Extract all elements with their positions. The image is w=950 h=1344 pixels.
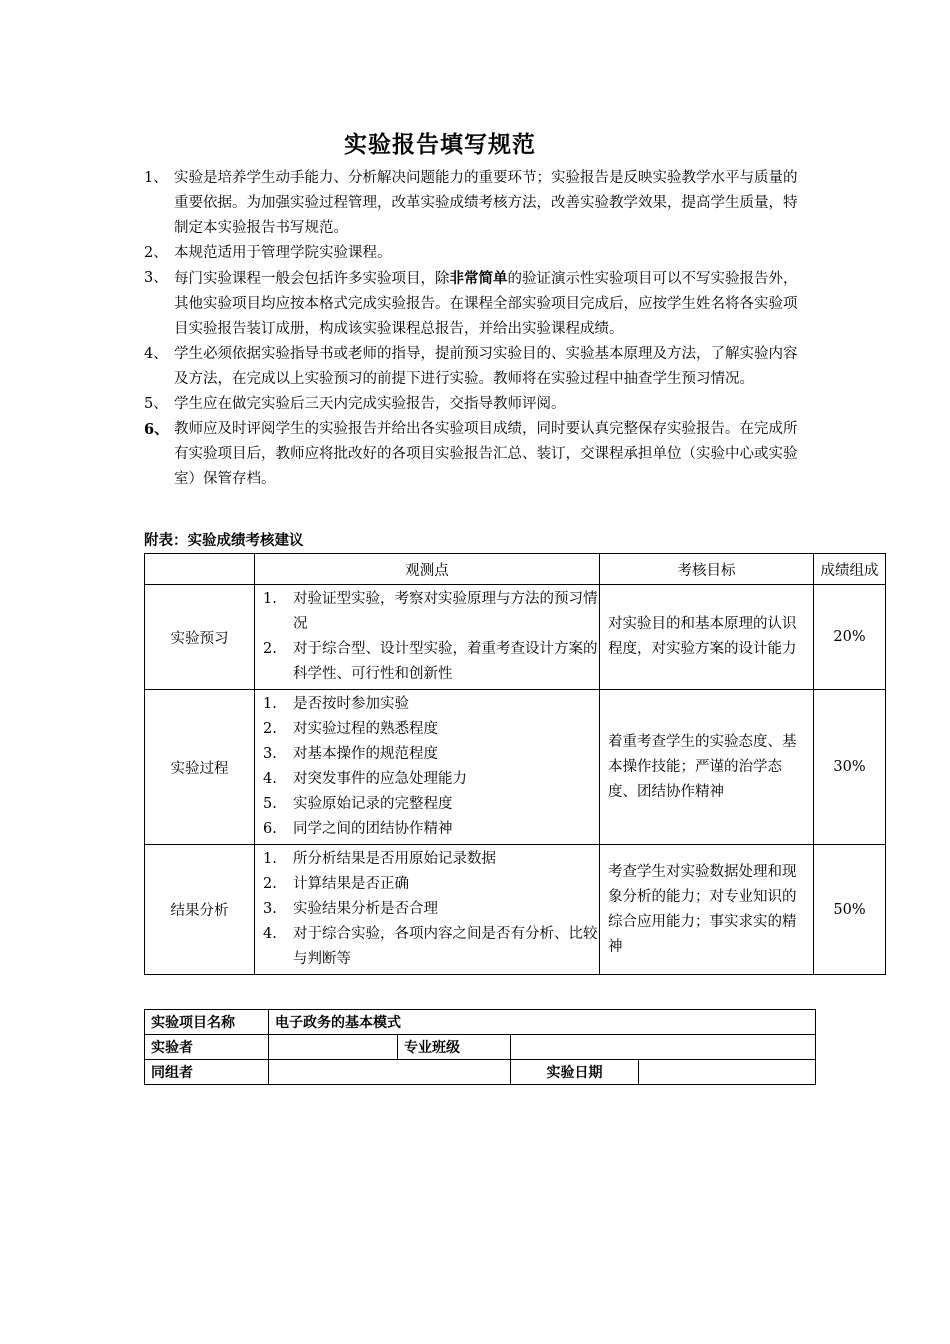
page-title: 实验报告填写规范 [344, 131, 536, 158]
rule-item [144, 266, 804, 342]
rule-number: 5、 [144, 396, 168, 412]
rule-text: 实验是培养学生动手能力、分析解决问题能力的重要环节；实验报告是反映实验教学水平与质量的重要依据。为加强实验过程管理，改革实验成绩考核方法，改善实验教学效果，提高学生质量，特制定本实验报告书写规范。 [174, 170, 798, 236]
item-text: 对于综合实验，各项内容之间是否有分析、比较与判断等 [293, 926, 598, 967]
item-text: 对突发事件的应急处理能力 [293, 771, 467, 787]
points-cell [255, 845, 600, 975]
table-row [145, 690, 886, 845]
class-value [511, 1035, 816, 1060]
list-item [263, 717, 599, 742]
list-item [263, 817, 599, 842]
rule-item [144, 342, 804, 392]
item-number: 2. [263, 876, 277, 892]
item-number: 5. [263, 796, 277, 812]
list-item [263, 897, 599, 922]
goal-text: 考查学生对实验数据处理和现象分析的能力；对专业知识的综合应用能力；事实求实的精神 [608, 863, 797, 955]
date-value [639, 1060, 816, 1085]
rule-text-part: 每门实验课程一般会包括许多实验项目，除 [174, 271, 450, 287]
rule-item [144, 241, 804, 266]
table-header-row [145, 554, 886, 585]
rule-text-emphasis: 非常简单 [449, 270, 508, 287]
item-number: 3. [263, 901, 277, 917]
info-row [145, 1060, 816, 1085]
item-text: 对于综合型、设计型实验，着重考查设计方案的科学性、可行性和创新性 [293, 641, 598, 682]
item-text: 实验原始记录的完整程度 [293, 796, 453, 812]
points-cell [255, 585, 600, 690]
assessment-table [144, 553, 886, 975]
list-item [263, 922, 599, 972]
item-number: 2. [263, 721, 277, 737]
rule-item [144, 392, 804, 417]
item-text: 是否按时参加实验 [293, 696, 409, 712]
item-number: 2. [263, 641, 277, 657]
experimenter-label: 实验者 [145, 1035, 269, 1060]
item-number: 1. [263, 591, 277, 607]
item-number: 6. [263, 821, 277, 837]
weight-cell: 30% [814, 690, 886, 845]
list-item [263, 587, 599, 637]
item-number: 1. [263, 851, 277, 867]
goal-cell [600, 585, 814, 690]
list-item [263, 742, 599, 767]
rule-text: 教师应及时评阅学生的实验报告并给出各实验项目成绩，同时要认真完整保存实验报告。在完成所有实验项目后，教师应将批改好的各项目实验报告汇总、装订，交课程承担单位（实验中心或实验室）保管存档。 [174, 421, 798, 487]
list-item [263, 872, 599, 897]
info-row [145, 1035, 816, 1060]
weight-cell: 50% [814, 845, 886, 975]
list-item [263, 847, 599, 872]
item-text: 同学之间的团结协作精神 [293, 821, 453, 837]
rule-text: 学生应在做完实验后三天内完成实验报告，交指导教师评阅。 [174, 396, 566, 412]
rule-number: 2、 [144, 245, 168, 261]
class-label: 专业班级 [398, 1035, 511, 1060]
appendix-title: 附表：实验成绩考核建议 [144, 533, 304, 549]
group-label: 同组者 [145, 1060, 269, 1085]
info-row [145, 1010, 816, 1035]
header-cell-goal: 考核目标 [600, 554, 814, 585]
project-name-label: 实验项目名称 [145, 1010, 269, 1035]
header-cell-weight: 成绩组成 [814, 554, 886, 585]
list-item [263, 692, 599, 717]
rule-item [144, 417, 804, 492]
rule-text-part: 的验证演示性实验项目可以不写实验报告外，其他实验项目均应按本格式完成实验报告。在课程全部实验项目完成后，应按学生姓名将各实验项目实验报告装订成册，构成该实验课程总报告，并给出实验课程成绩。 [174, 271, 798, 337]
table-row [145, 585, 886, 690]
rule-number: 6、 [144, 421, 169, 438]
goal-cell [600, 845, 814, 975]
weight-cell: 20% [814, 585, 886, 690]
group-value [269, 1060, 511, 1085]
date-label: 实验日期 [511, 1060, 639, 1085]
rule-text: 本规范适用于管理学院实验课程。 [174, 245, 392, 261]
rule-item [144, 166, 804, 241]
goal-cell [600, 690, 814, 845]
item-number: 3. [263, 746, 277, 762]
stage-cell: 结果分析 [145, 845, 255, 975]
list-item [263, 637, 599, 687]
item-text: 对实验过程的熟悉程度 [293, 721, 438, 737]
item-text: 对验证型实验，考察对实验原理与方法的预习情况 [293, 591, 598, 632]
item-number: 1. [263, 696, 277, 712]
item-text: 实验结果分析是否合理 [293, 901, 438, 917]
item-number: 4. [263, 771, 277, 787]
rule-text: 学生必须依据实验指导书或老师的指导，提前预习实验目的、实验基本原理及方法，了解实验内容及方法，在完成以上实验预习的前提下进行实验。教师将在实验过程中抽查学生预习情况。 [174, 346, 798, 387]
table-row [145, 845, 886, 975]
project-info-table [144, 1009, 816, 1085]
rule-text [174, 266, 804, 342]
rule-number: 1、 [144, 170, 168, 186]
header-cell-blank [145, 554, 255, 585]
rule-number: 4、 [144, 346, 168, 362]
item-text: 对基本操作的规范程度 [293, 746, 438, 762]
experimenter-value [269, 1035, 398, 1060]
rules-list [144, 166, 804, 492]
rule-number: 3、 [144, 270, 168, 286]
item-number: 4. [263, 926, 277, 942]
project-name-value: 电子政务的基本模式 [269, 1010, 816, 1035]
points-cell [255, 690, 600, 845]
stage-cell: 实验过程 [145, 690, 255, 845]
item-text: 所分析结果是否用原始记录数据 [293, 851, 496, 867]
stage-cell: 实验预习 [145, 585, 255, 690]
item-text: 计算结果是否正确 [293, 876, 409, 892]
list-item [263, 792, 599, 817]
list-item [263, 767, 599, 792]
goal-text: 着重考查学生的实验态度、基本操作技能；严谨的治学态度、团结协作精神 [608, 733, 797, 800]
goal-text: 对实验目的和基本原理的认识程度，对实验方案的设计能力 [608, 616, 797, 657]
header-cell-points: 观测点 [255, 554, 600, 585]
